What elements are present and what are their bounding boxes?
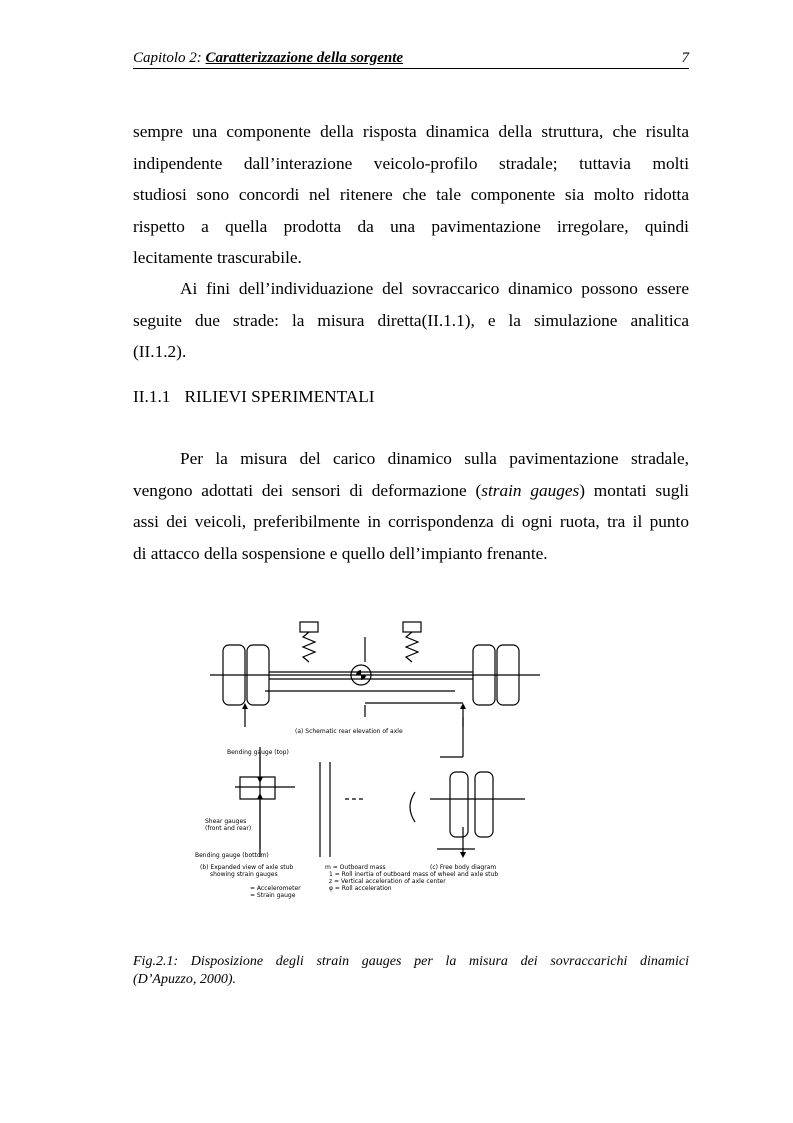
figure-caption — [133, 953, 689, 989]
figure-legend-1: m = Outboard mass — [325, 864, 386, 871]
page-header — [133, 48, 689, 69]
text-line: studiosi sono concordi nel ritenere che tale componente sia molto ridotta — [133, 185, 689, 204]
caption-line: (D’Apuzzo, 2000). — [133, 972, 237, 987]
figure-label-bending-bottom: Bending gauge (bottom) — [195, 852, 269, 859]
text-line: seguite due strade: la misura diretta(II.1.1), e la simulazione analitica — [133, 310, 689, 330]
figure-legend-4: φ = Roll acceleration — [329, 885, 392, 892]
figure-label-c-2: of wheel and axle stub — [430, 871, 499, 878]
text-line: (II.1.2). — [133, 342, 187, 361]
paragraph-2 — [133, 273, 689, 368]
paragraph-3 — [133, 443, 689, 569]
figure-label-b-2: showing strain gauges — [210, 871, 278, 878]
figure-label-bending-top: Bending gauge (top) — [227, 749, 289, 756]
figure-label-c: (c) Free body diagram — [430, 864, 497, 871]
paragraph-1 — [133, 116, 689, 274]
text-line — [133, 475, 689, 507]
figure-label-b: (b) Expanded view of axle stub — [200, 864, 294, 871]
figure-legend-2: 1 = Roll inertia of outboard mass — [329, 871, 429, 878]
figure-label-shear: Shear gauges — [205, 818, 247, 825]
section-number: II.1.1 — [133, 387, 171, 406]
text-line: Per la misura del carico dinamico sulla pavimentazione stradale, — [180, 449, 689, 468]
text-line: di attacco della sospensione e quello dell’impianto frenante. — [133, 543, 548, 563]
section-heading — [133, 387, 389, 407]
text-line: indipendente dall’interazione veicolo-profilo stradale; tuttavia molti — [133, 153, 689, 173]
axle-diagram — [195, 617, 555, 917]
chapter-heading — [133, 50, 403, 67]
text-segment: vengono adottati dei sensori di deformazione ( — [133, 480, 482, 500]
section-title: RILIEVI SPERIMENTALI — [184, 387, 375, 406]
chapter-label: Capitolo 2: — [133, 50, 206, 66]
figure-legend-3: z = Vertical acceleration of axle center — [329, 878, 446, 885]
text-line: rispetto a quella prodotta da una pavimentazione irregolare, quindi — [133, 216, 689, 236]
figure-label-a: (a) Schematic rear elevation of axle — [295, 728, 403, 735]
figure-label-shear-2: (front and rear) — [205, 825, 252, 832]
text-line: sempre una componente della risposta dinamica della struttura, che risulta — [133, 122, 689, 141]
figure-legend-6: = Strain gauge — [250, 892, 296, 899]
text-line: Ai fini dell’individuazione del sovraccarico dinamico possono essere — [180, 279, 689, 298]
text-line: assi dei veicoli, preferibilmente in corrispondenza di ogni ruota, tra il punto — [133, 512, 689, 531]
text-line: lecitamente trascurabile. — [133, 248, 302, 267]
strain-gauge-figure — [195, 617, 555, 917]
page-number: 7 — [681, 50, 689, 66]
figure-legend-5: = Accelerometer — [250, 885, 301, 892]
chapter-title: Caratterizzazione della sorgente — [205, 50, 404, 66]
italic-term: strain gauges — [481, 480, 580, 500]
text-segment: ) montati sugli — [579, 480, 689, 500]
caption-line: Fig.2.1: Disposizione degli strain gauges per la misura dei sovraccarichi dinamici — [133, 954, 689, 969]
